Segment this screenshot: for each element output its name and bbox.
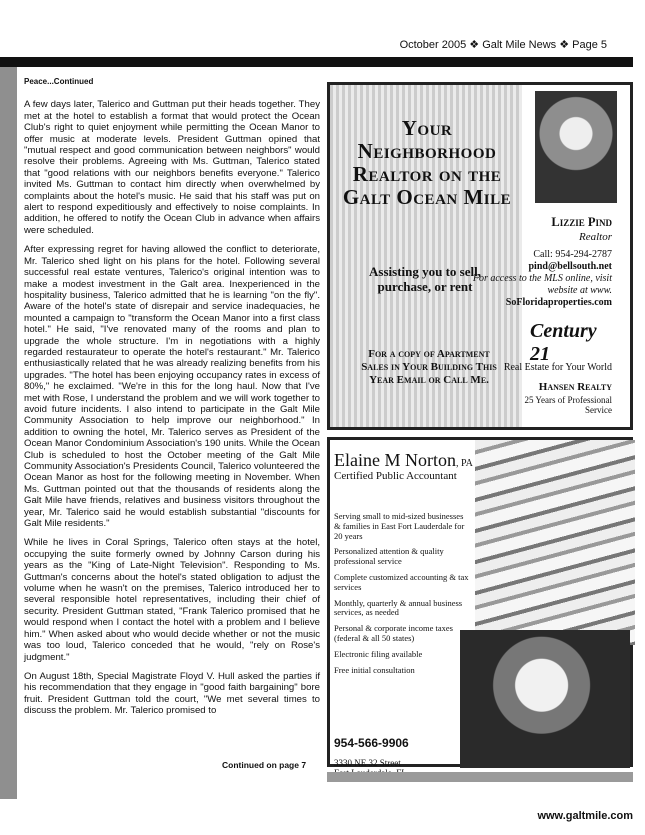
cpa-name xyxy=(334,450,473,471)
cpa-suffix: , PA xyxy=(455,458,473,469)
site-footer[interactable]: www.galtmile.com xyxy=(537,810,633,822)
ad-copy: For a copy of Apartment Sales in Your Building This Year Email or Call Me. xyxy=(361,348,497,386)
agent-photo xyxy=(535,91,617,203)
service-item: Serving small to mid-sized businesses & families in East Fort Lauderdale for 20 years xyxy=(334,511,465,541)
service-item: Personalized attention & quality professional service xyxy=(334,546,444,567)
paragraph: After expressing regret for having allowed the conflict to deteriorate, Mr. Talerico shed light on his plans for the hotel. Following several successful real estate ventures, Talerico's original intention was to make a modest investment in the Galt area. Inexperienced in the hospitality business, Talerico admitted that he is learning "on the fly". Aware of the hotel's state of disrepair and service inadequacies, he mounted a campaign to "transform the Ocean Manor into a first class hotel." He said, "I've renovated many of the rooms and plan to upgrade the whole structure. I'm in negotiations with a highly regarded restaurateur to operate the hotel's restaurant." Mr. Talerico enthusiastically related that he was already realizing benefits from his upgrades. "The hotel has been enjoying occupancy rates in excess of 80%," he exclaimed. "We're in this for the long haul. Now that I've met with Rose, I understand the problem and we will work together to avoid future incidents. I also intend to participate in the Galt Mile Community Association to help improve our neighborhood." In addition to owning the hotel, Mr. Talerico serves as President of the Ocean Manor Condominium Association's 190 units. While the Ocean Club is scheduled to host the October meeting of the Galt Mile Community Association's Presidents Council, Talerico volunteered the Ocean Manor as host for the following meeting in November. When Ms. Guttman pointed out that the thousands of residents along the Galt Mile have friends, relatives and business visitors throughout the year, Mr. Talerico said he would establish substantial "discounts for Galt Mile residents." xyxy=(24,244,321,530)
continued-note: Continued on page 7 xyxy=(222,760,307,770)
brand-tagline: Real Estate for Your World xyxy=(503,362,612,373)
service-item: Personal & corporate income taxes (federal & all 50 states) xyxy=(334,623,453,643)
paragraph: While he lives in Coral Springs, Talerico often stays at the hotel, occupying the suite formerly owned by Johnny Carson during his years as the "King of Late-Night Television". Responding to Ms. Guttman's concerns about the hotel's stated obligation to adjust the volume when he wasn't on the premises, Talerico introduced her to several responsible hotel representatives, including their chief of security. President Guttman stated, "Frank Talerico promised that he would respond when I contact the hotel with a problem and I believe him." When asked about who would decide whether or not the music was too loud, Talerico conceded that he would, "rely on Rose's judgment." xyxy=(24,537,320,663)
bottom-rule xyxy=(327,772,633,782)
agent-contact xyxy=(452,249,612,309)
cpa-phone: 954-566-9906 xyxy=(334,736,409,750)
money-photo xyxy=(475,440,635,645)
service-item: Monthly, quarterly & annual business services, as needed xyxy=(334,597,463,618)
century21-logo: Century 21 xyxy=(530,320,597,365)
paragraph: A few days later, Talerico and Guttman put their heads together. They met at the hotel to establish a format that would protect the Ocean Club's right to quiet enjoyment while permitting the Ocean Manor to offer music at moderate levels. President Guttman opined that "mutual respect and good communication between neighbors" would resolve their problems. Agreeing with Ms. Guttman, Talerico stated that "good relations with our neighbors benefits everyone." Talerico invited Ms. Guttman to contact him directly when overwhelmed by complaints about the hotel's music. He said that his staff was put on alert to respond expeditiously and effectively to noise complaints. In addition, he offered to notify the Ocean Club in advance when affairs were scheduled. xyxy=(24,99,320,236)
service-item: Complete customized accounting & tax services xyxy=(334,571,469,592)
kicker: Peace...Continued xyxy=(24,77,94,86)
service-item: Electronic filing available xyxy=(334,648,423,659)
agent-phone: Call: 954-294-2787 xyxy=(533,249,612,260)
firm-name: Hansen Realty xyxy=(538,381,612,393)
left-rule xyxy=(0,67,17,799)
service-item: Free initial consultation xyxy=(334,664,415,675)
agent-email: pind@bellsouth.net xyxy=(528,261,612,272)
cpa-ad xyxy=(327,437,633,767)
top-rule xyxy=(0,57,633,67)
article-column xyxy=(24,76,320,725)
cpa-title: Certified Public Accountant xyxy=(334,470,457,482)
firm-years: 25 Years of Professional Service xyxy=(524,395,612,415)
ad-headline: Your Neighborhood Realtor on the Galt Ocean Mile xyxy=(342,116,512,209)
services-list xyxy=(334,512,472,681)
agent-name: Lizzie Pind xyxy=(551,215,612,229)
agent-role: Realtor xyxy=(579,231,612,243)
page-header: October 2005 ❖ Galt Mile News ❖ Page 5 xyxy=(399,39,607,51)
cpa-photo xyxy=(460,630,630,768)
realtor-ad xyxy=(327,82,633,430)
agent-site[interactable]: SoFloridaproperties.com xyxy=(505,297,612,308)
ad-subhead: Assisting you to sell, purchase, or rent xyxy=(369,264,481,294)
mls-note: For access to the MLS online, visit website at www. xyxy=(472,273,612,296)
paragraph: On August 18th, Special Magistrate Floyd V. Hull asked the parties if his recommendation that they engage in "good faith bargaining" bore fruit. President Guttman told the court, "We met several times to discuss the problem. Mr. Talerico promised to xyxy=(24,670,320,717)
cpa-name-text: Elaine M Norton xyxy=(334,450,456,470)
address-line: 3330 NE 32 Street xyxy=(334,758,401,768)
